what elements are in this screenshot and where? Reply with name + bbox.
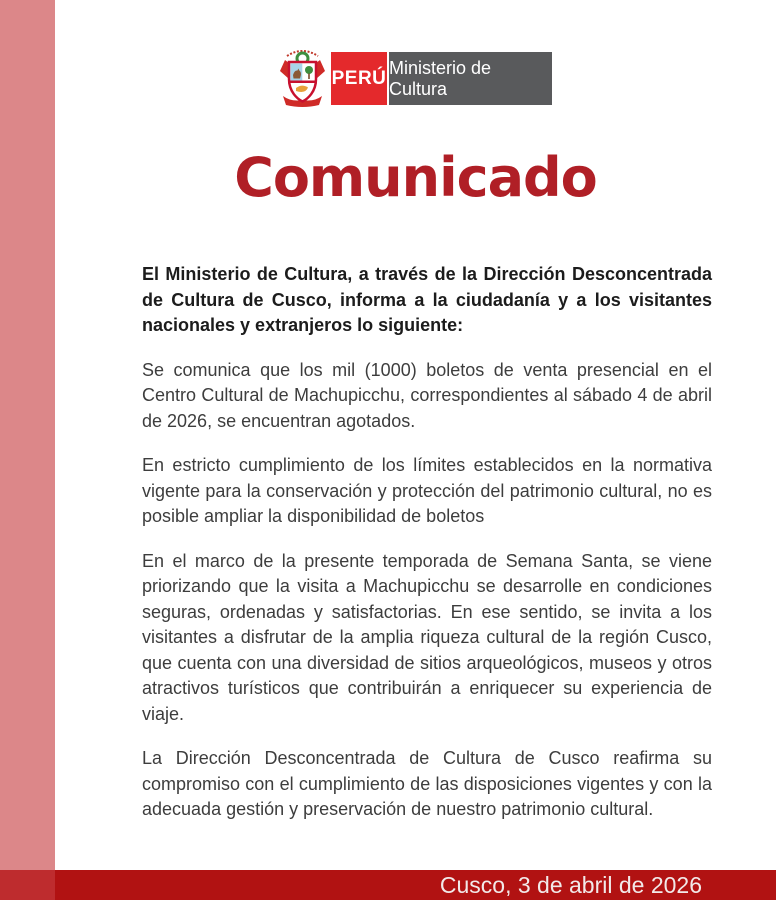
paragraph-limits: En estricto cumplimiento de los límites establecidos en la normativa vigente para la conservación y protección del patrimonio cultural, no es posible ampliar la disponibilidad de boletos (142, 455, 712, 526)
peru-brand-label: PERÚ (331, 67, 387, 89)
paragraph-tickets-sold-out: Se comunica que los mil (1000) boletos de venta presencial en el Centro Cultural de Machupicchu, correspondientes al sábado 4 de abril de 2026, se encuentran agotados. (142, 359, 712, 431)
paragraph-semana-santa: En el marco de la presente temporada de Semana Santa, se viene priorizando que la visita a Machupicchu se desarrolle en condiciones seguras, ordenadas y satisfactorias. En ese sentido, se invita a los visitantes a disfrutar de la amplia riqueza cultural de la región Cusco, que cuenta con una diversidad de sitios arqueológicos, museos y otros atractivos turísticos que contribuirán a enriquecer su experiencia de viaje. (142, 550, 712, 724)
paragraph-intro: El Ministerio de Cultura, a través de la Dirección Desconcentrada de Cultura de Cusco, informa a la ciudadanía y a los visitantes nacionales y extranjeros lo siguiente: (142, 264, 712, 335)
peru-brand-box (331, 52, 387, 105)
page-title: Comunicado (234, 146, 597, 209)
paragraph-commitment: La Dirección Desconcentrada de Cultura de Cusco reafirma su compromiso con el cumplimiento de las disposiciones vigentes y con la adecuada gestión y preservación de nuestro patrimonio cultural. (142, 748, 712, 819)
left-accent-band (0, 0, 55, 900)
ministry-brand-label: Ministerio de Cultura (389, 57, 492, 99)
ministry-brand-box (389, 52, 552, 105)
footer-bar (0, 870, 776, 900)
announcement-body (142, 262, 712, 842)
peru-coat-of-arms-icon (279, 45, 326, 112)
header-logo (55, 45, 776, 112)
footer-dateline: Cusco, 3 de abril de 2026 (439, 872, 702, 898)
